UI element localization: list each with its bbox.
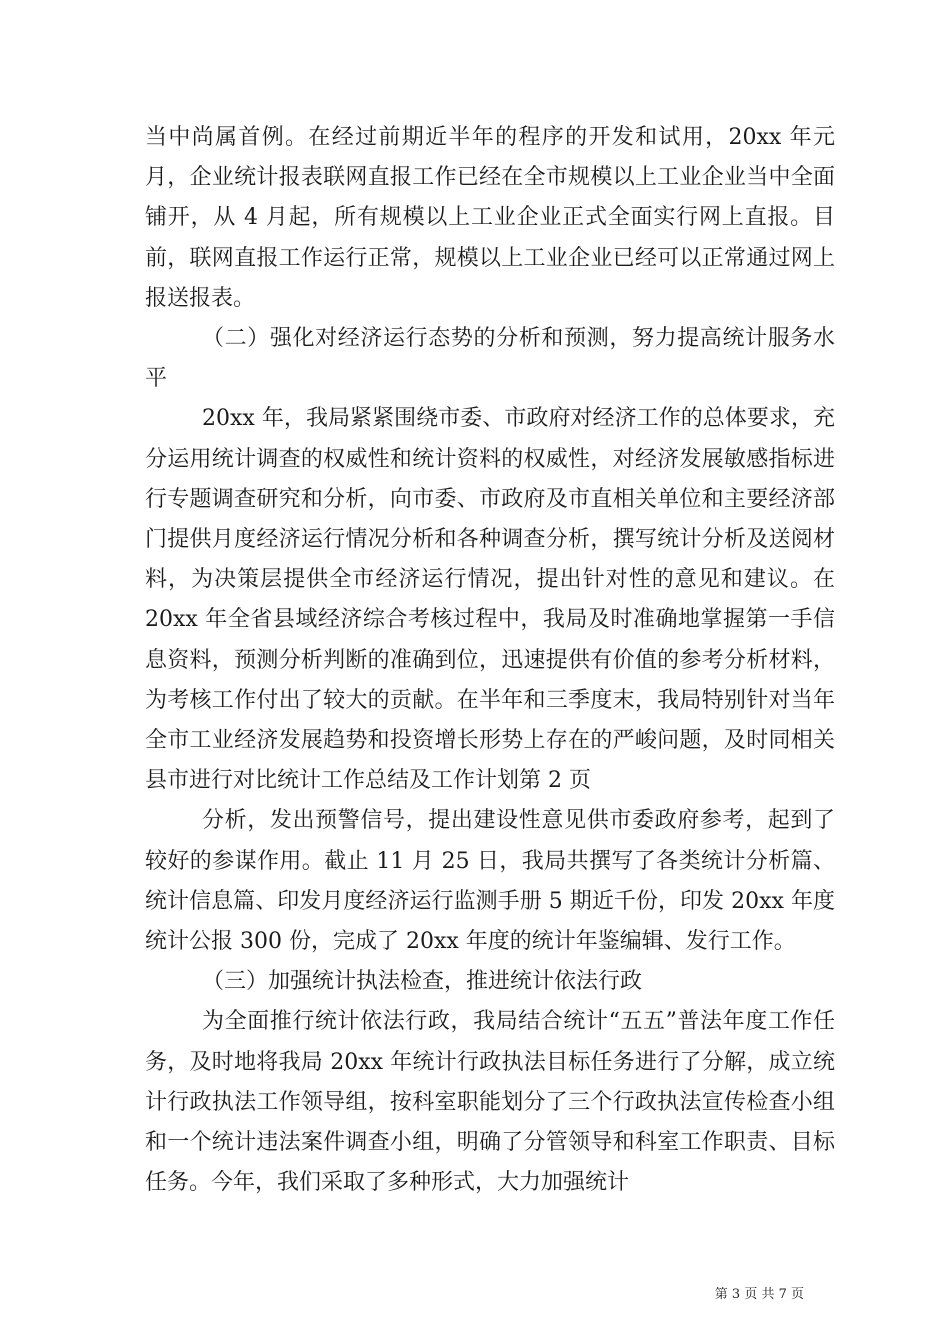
page-number-footer: 第 3 页 共 7 页: [714, 1287, 804, 1302]
paragraph-continuation: 当中尚属首例。在经过前期近半年的程序的开发和试用，20xx 年元月，企业统计报表联网直报工作已经在全市规模以上工业企业当中全面铺开，从 4 月起，所有规模以上工业企业正式全面实行网上直报。目前，联网直报工作运行正常，规模以上工业企业已经可以正常通过网上报送报表。: [145, 125, 835, 311]
paragraph-analysis: 20xx 年，我局紧紧围绕市委、市政府对经济工作的总体要求，充分运用统计调查的权威性和统计资料的权威性，对经济发展敏感指标进行专题调查研究和分析，向市委、市政府及市直相关单位和主要经济部门提供月度经济运行情况分析和各种调查分析，撰写统计分析及送阅材料，为决策层提供全市经济运行情况，提出针对性的意见和建议。在 20xx 年全省县域经济综合考核过程中，我局及时准确地掌握第一手信息资料，预测分析判断的准确到位，迅速提供有价值的参考分析材料，为考核工作付出了较大的贡献。在半年和三季度末，我局特别针对当年全市工业经济发展趋势和投资增长形势上存在的严峻问题，及时同相关县市进行对比统计工作总结及工作计划第 2 页: [145, 406, 835, 794]
section-heading-3: （三）加强统计执法检查，推进统计依法行政: [202, 969, 643, 995]
section-heading-2: （二）强化对经济运行态势的分析和预测，努力提高统计服务水平: [145, 326, 835, 392]
body-text: [145, 118, 835, 1203]
paragraph-analysis-continued: 分析，发出预警信号，提出建设性意见供市委政府参考，起到了较好的参谋作用。截止 11 月 25 日，我局共撰写了各类统计分析篇、统计信息篇、印发月度经济运行监测手册 5 期近千份，印发 20xx 年度统计公报 300 份，完成了 20xx 年度的统计年鉴编辑、发行工作。: [145, 808, 835, 955]
paragraph-enforcement: 为全面推行统计依法行政，我局结合统计“五五”普法年度工作任务，及时地将我局 20xx 年统计行政执法目标任务进行了分解，成立统计行政执法工作领导组，按科室职能划分了三个行政执法宣传检查小组和一个统计违法案件调查小组，明确了分管领导和科室工作职责、目标任务。今年，我们采取了多种形式，大力加强统计: [145, 1009, 835, 1196]
